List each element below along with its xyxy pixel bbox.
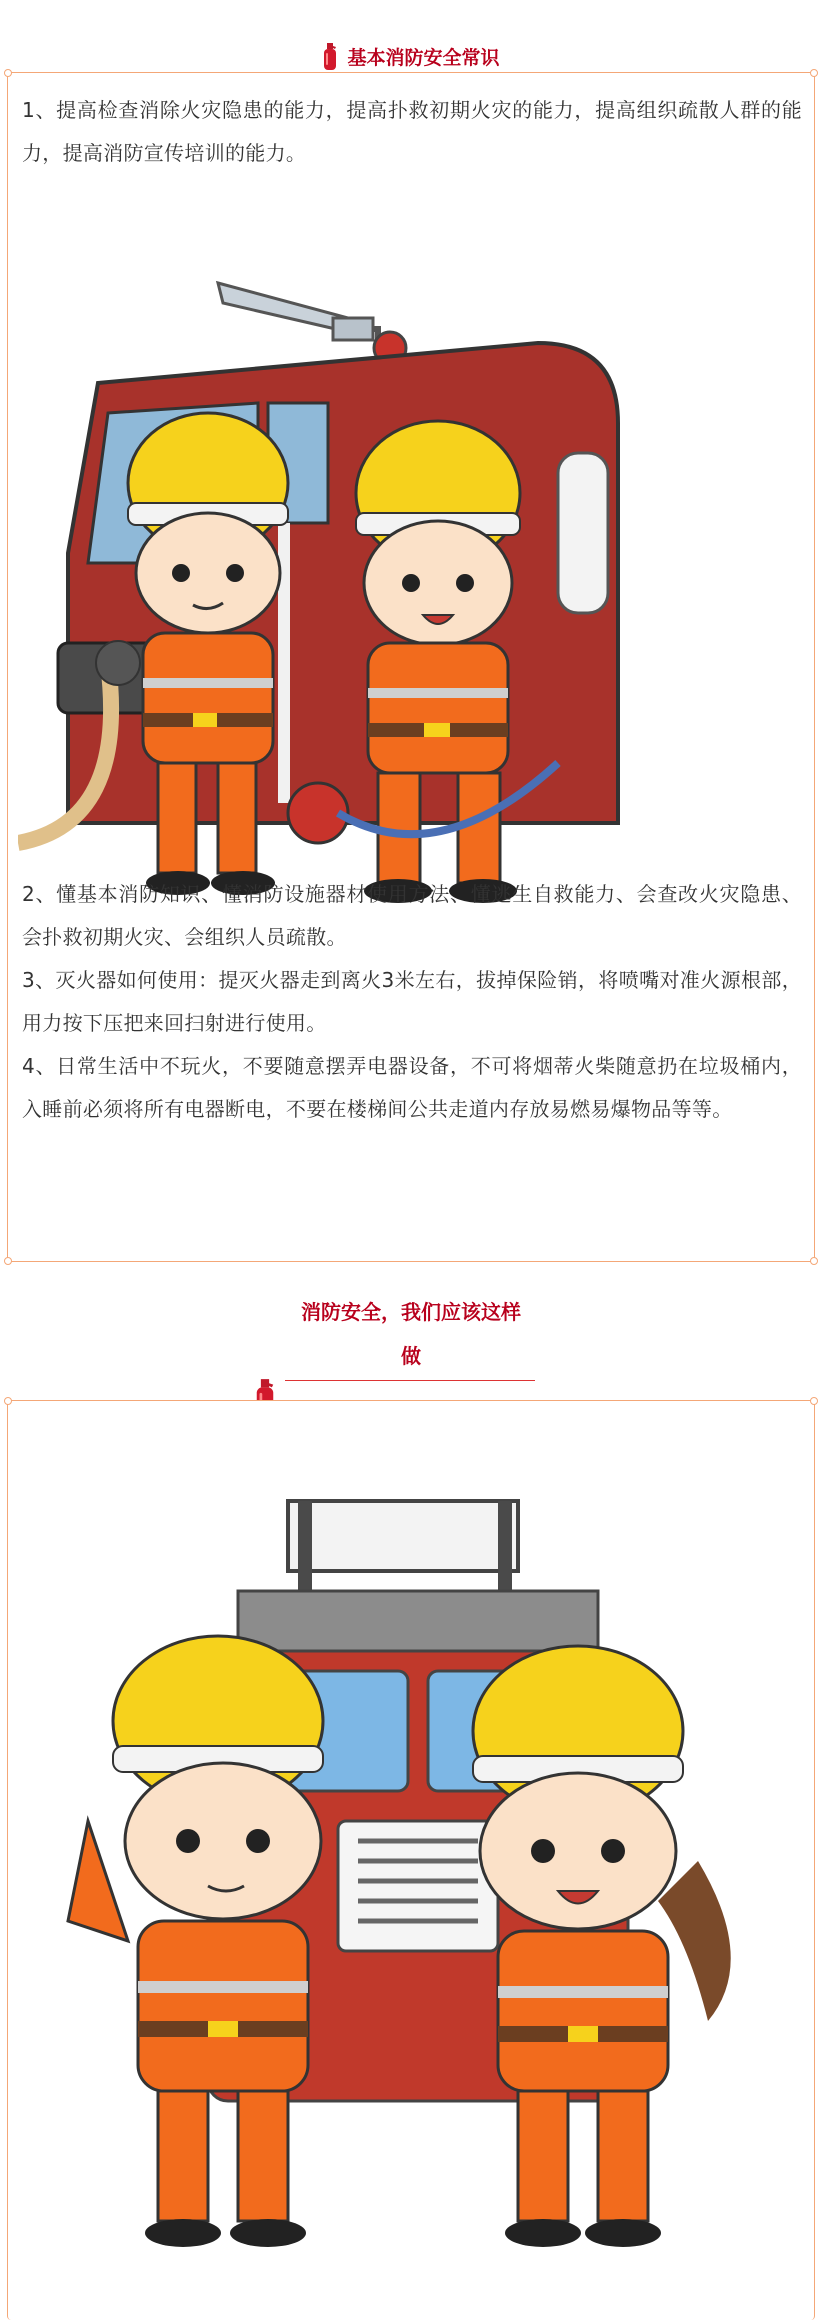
section2-title-line1: 消防安全，我们应该这样 (301, 1300, 521, 1324)
section2-title-line2: 做 (401, 1344, 421, 1368)
corner-dot (810, 69, 818, 77)
fire-extinguisher-icon (322, 41, 338, 75)
tip-item-3: 3、灭火器如何使用：提灭火器走到离火3米左右，拔掉保险销，将喷嘴对准火源根部，用力按下压把来回扫射进行使用。 (22, 968, 802, 1035)
corner-dot (4, 1397, 12, 1405)
corner-dot (810, 1397, 818, 1405)
corner-dot (4, 1257, 12, 1265)
tip-item-2: 2、懂基本消防知识、懂消防设施器材使用方法、懂逃生自救能力、会查改火灾隐患、会扑救初期火灾、会组织人员疏散。 (22, 882, 802, 949)
fire-truck-firefighters-illustration (18, 223, 788, 943)
section1-title: 基本消防安全常识 (347, 47, 500, 69)
safety-tips-card (7, 72, 815, 1262)
firefighters-salute-illustration (58, 1461, 758, 2291)
tip-item-1: 1、提高检查消除火灾隐患的能力，提高扑救初期火灾的能力，提高组织疏散人群的能力，提高消防宣传培训的能力。 (22, 98, 802, 165)
safety-illustration-card (7, 1400, 815, 2320)
section2-underline (285, 1380, 535, 1381)
corner-dot (810, 1257, 818, 1265)
section2-header (0, 1290, 822, 1378)
corner-dot (4, 69, 12, 77)
tip-item-4: 4、日常生活中不玩火，不要随意摆弄电器设备，不可将烟蒂火柴随意扔在垃圾桶内，入睡前必须将所有电器断电，不要在楼梯间公共走道内存放易燃易爆物品等等。 (22, 1054, 802, 1121)
